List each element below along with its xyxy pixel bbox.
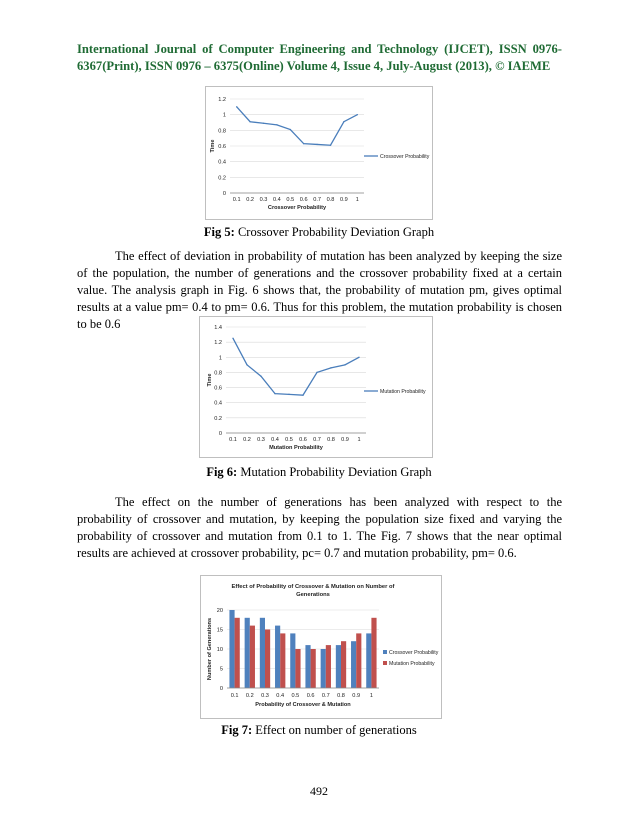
y-tick-label: 1 xyxy=(218,355,222,362)
x-tick-label: 0.1 xyxy=(229,437,237,443)
y-tick-label: 0 xyxy=(219,686,223,692)
data-point xyxy=(290,129,291,130)
fig7-svg xyxy=(201,576,441,718)
fig6-chart xyxy=(199,316,433,458)
page-number: 492 xyxy=(310,784,328,798)
y-tick-label: 1.2 xyxy=(214,340,222,347)
series-line xyxy=(233,338,359,395)
series-line xyxy=(237,107,358,145)
legend-label: Crossover Probability xyxy=(380,154,430,160)
x-tick-label: 0.2 xyxy=(246,197,254,203)
fig5-caption-text: Crossover Probability Deviation Graph xyxy=(234,225,435,239)
bar xyxy=(229,610,234,688)
x-tick-label: 0.9 xyxy=(352,693,361,699)
y-tick-label: 1 xyxy=(222,112,226,119)
x-tick-label: 0.3 xyxy=(257,437,265,443)
bar xyxy=(336,645,341,688)
x-axis-title: Probability of Crossover & Mutation xyxy=(255,702,351,708)
fig5-caption-label: Fig 5: xyxy=(203,225,235,239)
x-tick-label: 0.9 xyxy=(340,197,348,203)
x-axis-title: Mutation Probability xyxy=(269,445,323,451)
bar xyxy=(321,649,326,688)
chart-title-line: Effect of Probability of Crossover & Mutation on Number of xyxy=(231,584,395,590)
y-tick-label: 15 xyxy=(216,627,223,634)
x-tick-label: 0.2 xyxy=(243,437,251,443)
x-tick-label: 0.3 xyxy=(259,197,268,203)
y-tick-label: 5 xyxy=(219,666,223,673)
bar xyxy=(280,633,285,688)
y-tick-label: 0 xyxy=(222,191,226,197)
fig5-chart xyxy=(205,86,433,220)
y-tick-label: 0.6 xyxy=(218,144,226,150)
y-tick-label: 0.4 xyxy=(218,159,226,166)
bar xyxy=(366,633,371,688)
fig5-caption xyxy=(0,225,638,240)
x-tick-label: 0.2 xyxy=(245,693,254,699)
fig7-caption-text: Effect on number of generations xyxy=(252,723,417,737)
legend-label: Crossover Probability xyxy=(389,650,439,656)
data-point xyxy=(330,145,331,146)
legend-label: Mutation Probability xyxy=(380,389,426,395)
paragraph-2: The effect on the number of generations has been analyzed with respect to the probability of crossover and mutation, by keeping the population size fixed and varying the probability of crossover and mutation from 0.1 to 1. The Fig. 7 shows that the near optimal results are achieved at crossover probability, pc= 0.7 and mutation probability, pm= 0.6. xyxy=(77,495,562,560)
bar xyxy=(371,618,376,688)
x-tick-label: 0.4 xyxy=(276,693,285,699)
data-point xyxy=(263,123,264,124)
bar xyxy=(305,645,310,688)
y-tick-label: 0.2 xyxy=(214,415,222,422)
x-tick-label: 0.7 xyxy=(313,197,321,203)
fig6-caption xyxy=(0,465,638,480)
journal-header: International Journal of Computer Engineering and Technology (IJCET), ISSN 0976-6367(Print), ISSN 0976 – 6375(Online) Volume 4, Issue 4, July-August (2013), © IAEME xyxy=(77,42,562,73)
data-point xyxy=(249,121,250,122)
fig5-svg xyxy=(206,87,432,219)
legend-swatch xyxy=(383,650,387,654)
x-tick-label: 1 xyxy=(355,197,359,203)
x-tick-label: 0.1 xyxy=(230,693,239,699)
x-tick-label: 0.3 xyxy=(261,693,269,699)
fig7-chart xyxy=(200,575,442,719)
x-tick-label: 1 xyxy=(357,437,361,443)
bar xyxy=(341,641,346,688)
x-tick-label: 0.9 xyxy=(341,437,349,443)
y-axis-title: Time xyxy=(210,139,216,153)
data-point xyxy=(236,106,237,107)
bar xyxy=(290,633,295,688)
x-tick-label: 0.6 xyxy=(299,197,308,203)
x-tick-label: 0.1 xyxy=(232,197,241,203)
y-tick-label: 0.8 xyxy=(214,370,222,377)
data-point xyxy=(357,114,358,115)
bar xyxy=(351,641,356,688)
bar xyxy=(245,618,250,688)
data-point xyxy=(303,143,304,144)
y-tick-label: 10 xyxy=(216,647,223,653)
paragraph-1: The effect of deviation in probability of mutation has been analyzed by keeping the size of the population, the number of generations and the crossover probability fixed at a certain value. The analysis graph in Fig. 6 shows that, the probability of mutation pm, gives optimal results at a value pm= 0.4 to pm= 0.6. Thus for this problem, the mutation probability is chosen to be 0.6 xyxy=(77,249,562,331)
bar xyxy=(260,618,265,688)
x-tick-label: 0.6 xyxy=(306,693,315,699)
fig7-caption xyxy=(0,723,638,738)
bar xyxy=(235,618,240,688)
bar xyxy=(311,649,316,688)
bar xyxy=(275,626,280,688)
x-tick-label: 0.5 xyxy=(285,437,293,443)
y-tick-label: 1.2 xyxy=(218,97,226,103)
x-tick-label: 0.8 xyxy=(327,437,335,443)
data-point xyxy=(316,372,317,373)
data-point xyxy=(232,338,233,339)
bar xyxy=(356,633,361,688)
x-tick-label: 0.7 xyxy=(321,693,330,699)
legend-swatch xyxy=(383,661,387,665)
x-tick-label: 0.4 xyxy=(271,437,279,443)
bar xyxy=(295,649,300,688)
fig6-caption-text: Mutation Probability Deviation Graph xyxy=(237,465,432,479)
data-point xyxy=(302,394,303,395)
fig7-caption-label: Fig 7: xyxy=(221,723,253,737)
y-axis-title: Time xyxy=(207,373,213,387)
data-point xyxy=(246,364,247,365)
x-tick-label: 0.8 xyxy=(326,197,335,203)
y-tick-label: 1.4 xyxy=(214,325,222,331)
data-point xyxy=(344,364,345,365)
y-tick-label: 0 xyxy=(218,431,222,437)
x-tick-label: 0.5 xyxy=(286,197,295,203)
data-point xyxy=(274,393,275,394)
fig6-svg xyxy=(200,317,432,457)
x-tick-label: 0.5 xyxy=(291,693,300,699)
y-tick-label: 0.8 xyxy=(218,128,226,135)
x-tick-label: 1 xyxy=(369,693,373,699)
chart-title-line: Generations xyxy=(296,592,330,598)
x-axis-title: Crossover Probability xyxy=(267,205,327,211)
x-tick-label: 0.8 xyxy=(337,693,345,699)
y-tick-label: 0.4 xyxy=(214,400,222,407)
data-point xyxy=(260,376,261,377)
legend-label: Mutation Probability xyxy=(389,661,435,667)
y-axis-title: Number of Generations xyxy=(207,617,213,681)
y-tick-label: 20 xyxy=(216,608,223,614)
y-tick-label: 0.2 xyxy=(218,175,226,182)
bar xyxy=(326,645,331,688)
x-tick-label: 0.7 xyxy=(313,437,321,443)
data-point xyxy=(288,394,289,395)
bar xyxy=(265,630,270,689)
x-tick-label: 0.4 xyxy=(273,197,281,203)
data-point xyxy=(276,124,277,125)
fig6-caption-label: Fig 6: xyxy=(206,465,238,479)
data-point xyxy=(316,144,317,145)
bar xyxy=(250,626,255,688)
data-point xyxy=(343,121,344,122)
y-tick-label: 0.6 xyxy=(214,385,222,392)
x-tick-label: 0.6 xyxy=(299,437,307,443)
chart-title xyxy=(232,584,395,598)
data-point xyxy=(330,367,331,368)
data-point xyxy=(358,357,359,358)
